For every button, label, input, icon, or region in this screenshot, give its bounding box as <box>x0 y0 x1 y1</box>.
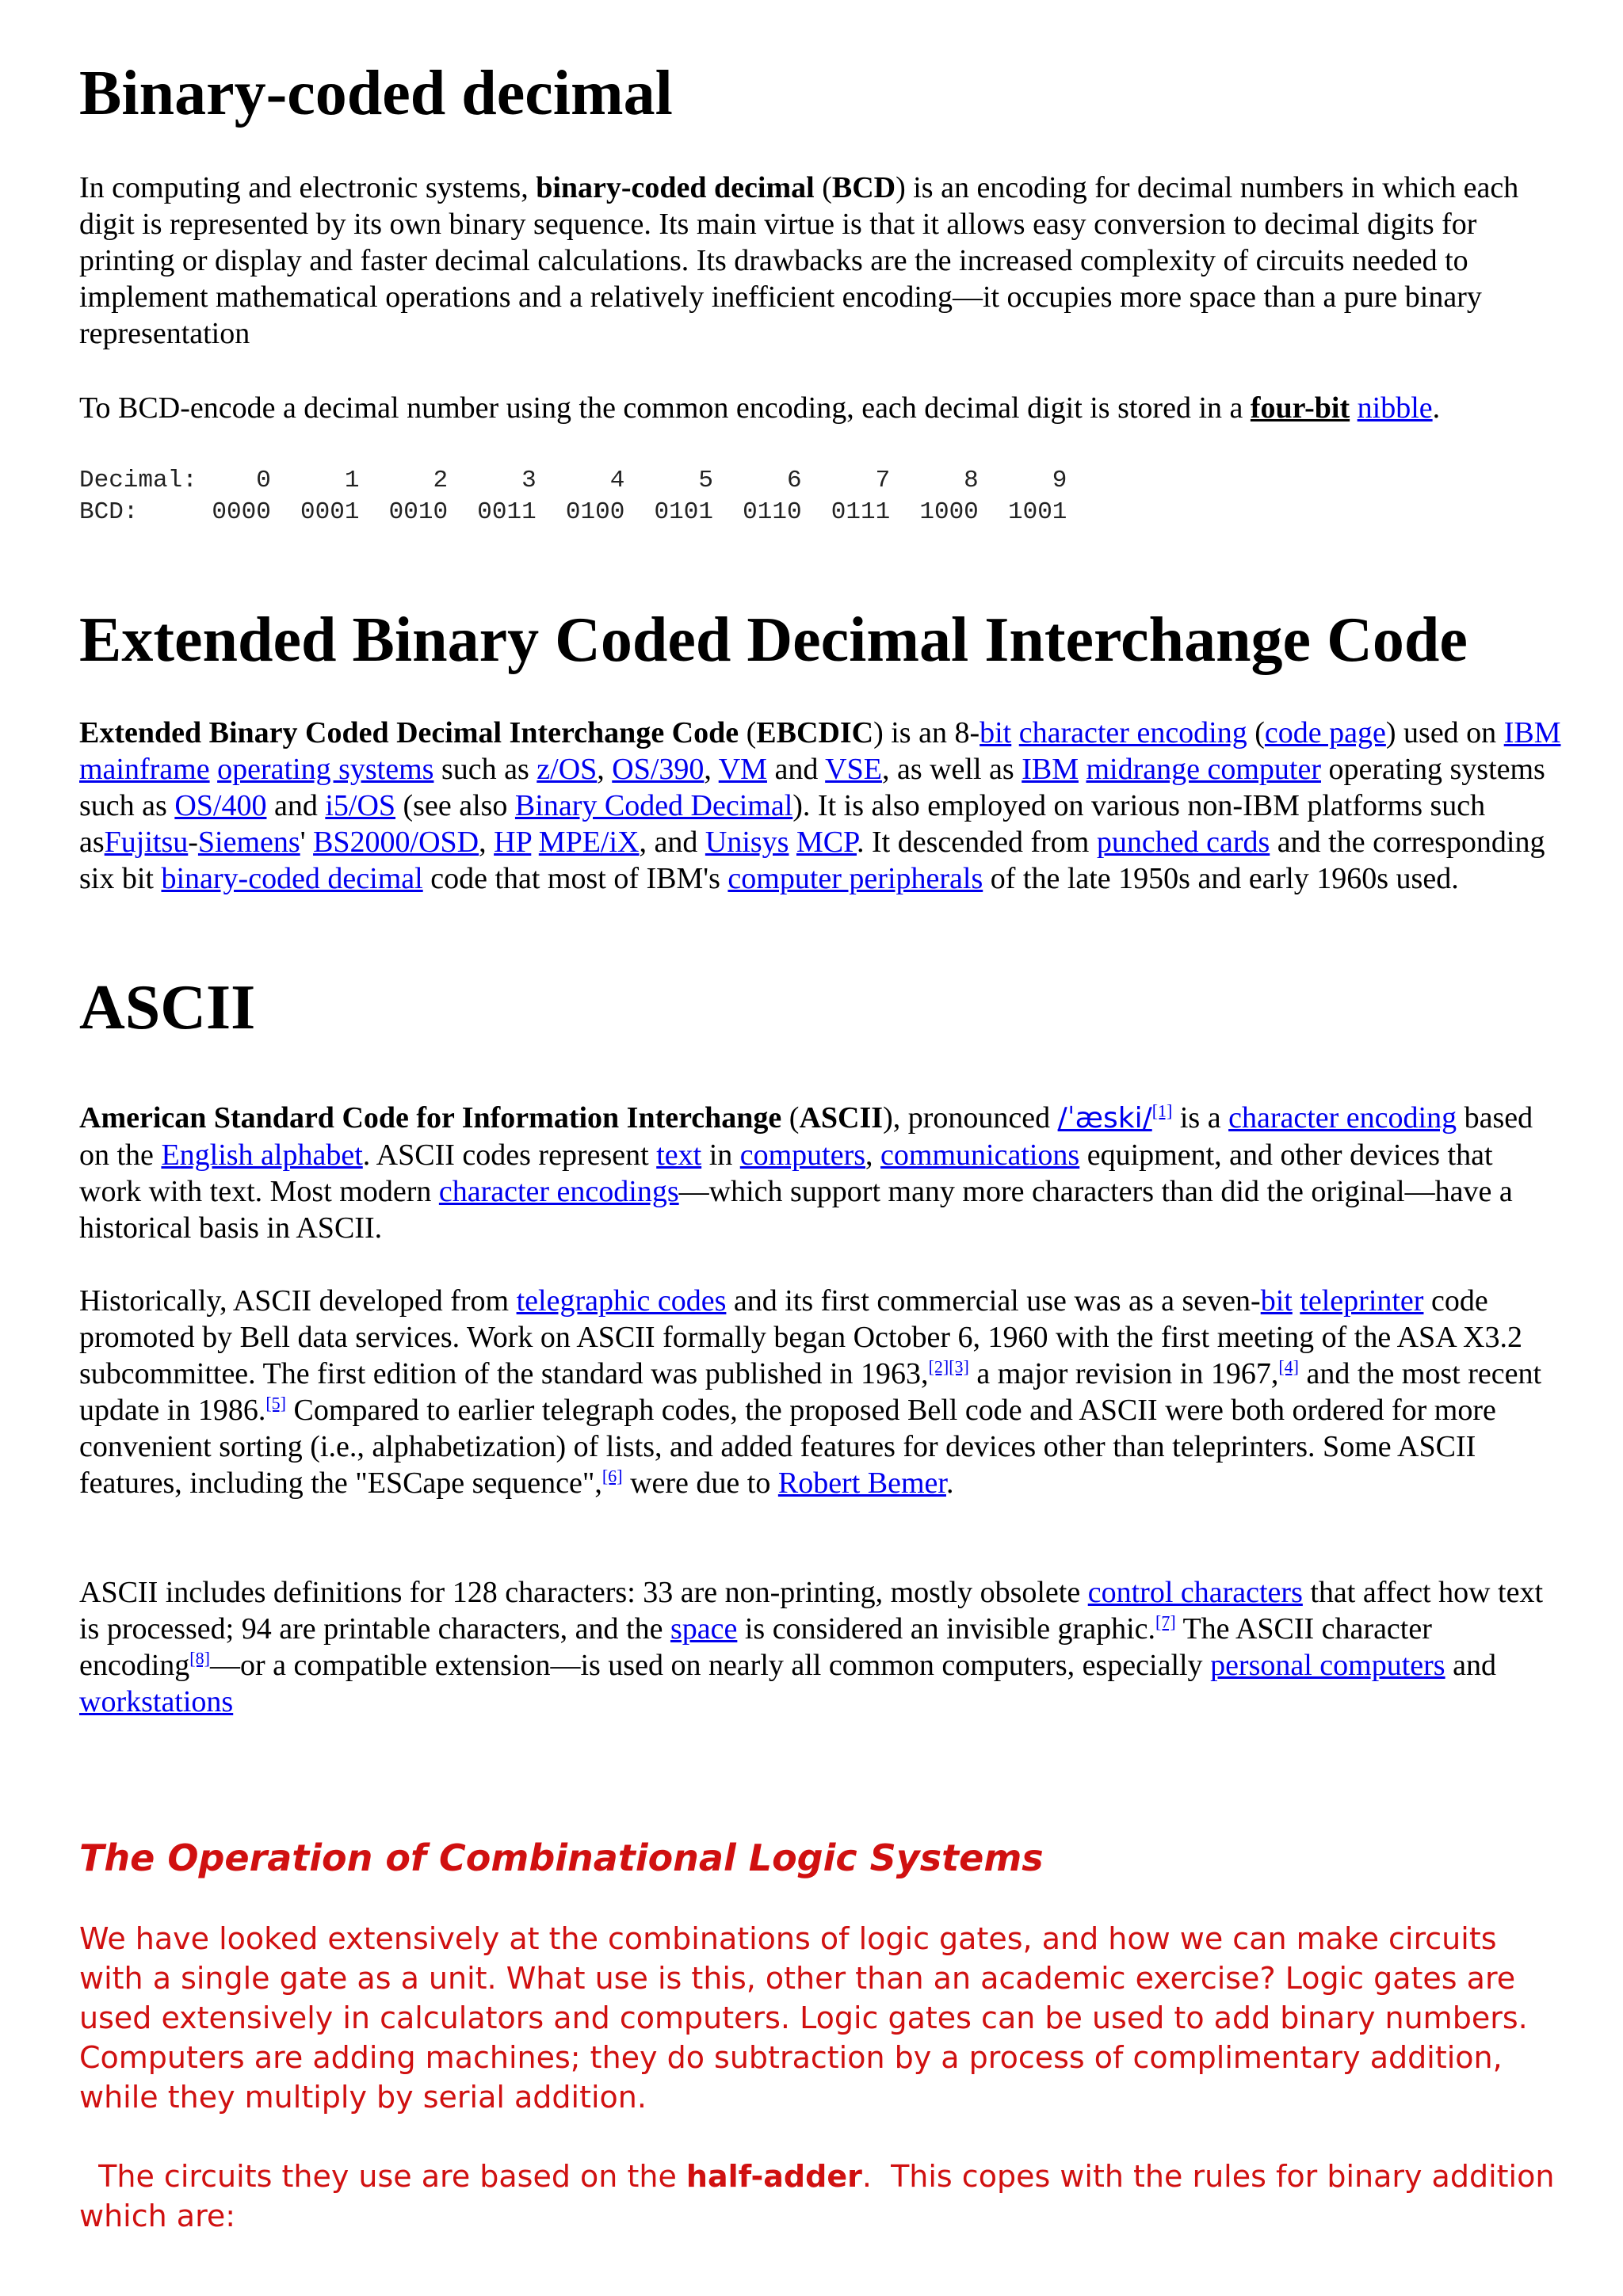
text-run: —which support many more characters than did the original—have a historical basis in ASCII. <box>79 1175 1513 1245</box>
text-run: ( <box>814 171 832 204</box>
link-personal-computers[interactable]: personal computers <box>1210 1649 1445 1682</box>
text-run <box>789 826 796 859</box>
link-computer-peripherals[interactable]: computer peripherals <box>727 862 983 895</box>
text-run: . ASCII codes represent <box>362 1138 657 1172</box>
link-communications[interactable]: communications <box>880 1138 1080 1172</box>
link-telegraphic-codes[interactable]: telegraphic codes <box>516 1284 727 1318</box>
text-run <box>1011 716 1019 749</box>
text-run: - <box>188 826 198 859</box>
citation-4[interactable]: [4] <box>1278 1356 1300 1377</box>
text-run: operating systems such as <box>79 753 1545 822</box>
link-binary-coded-decimal-2[interactable]: binary-coded decimal <box>161 862 423 895</box>
text-run: . <box>945 1466 954 1500</box>
text-run: and <box>266 789 326 822</box>
ascii-paragraph-history <box>79 1283 1561 1501</box>
text-run: —or a compatible extension—is used on nearly all common computers, especially <box>209 1649 1211 1682</box>
text-run: and the corresponding six bit <box>79 826 1545 895</box>
link-mpe-ix[interactable]: MPE/iX <box>538 826 640 859</box>
link-os400[interactable]: OS/400 <box>174 789 267 822</box>
link-siemens[interactable]: Siemens <box>197 826 300 859</box>
text-run: is considered an invisible graphic. <box>737 1612 1155 1646</box>
text-run: and its first commercial use was as a seven- <box>726 1284 1261 1318</box>
text-run: such as <box>433 753 537 786</box>
link-pronunciation[interactable]: /ˈæski/ <box>1057 1102 1152 1135</box>
link-hp[interactable]: HP <box>494 826 532 859</box>
link-four-bit[interactable]: four-bit <box>1250 391 1350 425</box>
text-run: ) used on <box>1385 716 1504 749</box>
text-run: equipment, and other devices that work with text. Most modern <box>79 1138 1493 1208</box>
ebcdic-paragraph <box>79 715 1561 897</box>
text-run: a major revision in 1967, <box>968 1357 1279 1390</box>
citation-1[interactable]: [1] <box>1151 1100 1173 1121</box>
link-i5os[interactable]: i5/OS <box>325 789 396 822</box>
text-run: and <box>1445 1649 1496 1682</box>
text-run: based on the <box>79 1101 1533 1172</box>
text-run: ), pronounced <box>883 1101 1058 1135</box>
link-bs2000[interactable]: BS2000/OSD <box>313 826 479 859</box>
link-operating-systems[interactable]: operating systems <box>217 753 434 786</box>
text-run: ( <box>781 1101 800 1135</box>
bcd-table-row-decimal: Decimal: 0 1 2 3 4 5 6 7 8 9 <box>79 467 1067 494</box>
text-run: To BCD-encode a decimal number using the common encoding, each decimal digit is stored in a <box>79 391 1251 425</box>
text-run: and <box>766 753 826 786</box>
text-run: ) is an encoding for decimal numbers in which each digit is represented by its own binary sequence. Its main virtue is that it allows easy conversion to decimal digits for printing or display and faster decimal calculations. Its drawbacks are the increased complexity of circuits needed to implement mathematical operations and a relatively inefficient encoding—it occupies more space than a pure binary representation <box>79 171 1519 350</box>
text-run: (see also <box>395 789 515 822</box>
heading-ebcdic: Extended Binary Coded Decimal Interchange Code <box>79 605 1468 675</box>
text-run: Historically, ASCII developed from <box>79 1284 517 1318</box>
bold-term: binary-coded decimal <box>536 171 815 204</box>
bcd-table <box>79 465 1067 528</box>
text-run: , <box>704 753 719 786</box>
link-punched-cards[interactable]: punched cards <box>1096 826 1270 859</box>
link-space[interactable]: space <box>670 1612 738 1646</box>
citation-3[interactable]: [3] <box>949 1356 969 1377</box>
bold-term: Extended Binary Coded Decimal Interchange Code <box>79 716 739 749</box>
text-run: The circuits they use are based on the <box>79 2159 686 2194</box>
text-run: ASCII includes definitions for 128 characters: 33 are non-printing, mostly obsolete <box>79 1576 1088 1609</box>
text-run: ). It is also employed on various non-IBM platforms such as <box>79 789 1486 859</box>
text-run: The ASCII character encoding <box>79 1612 1432 1682</box>
text-run: of the late 1950s and early 1960s used. <box>983 862 1459 895</box>
text-run: Compared to earlier telegraph codes, the proposed Bell code and ASCII were both ordered for more convenient sorting (i.e., alphabetization) of lists, and added features for devices other than teleprinters. Some ASCII features, including the "ESCape sequence", <box>79 1394 1496 1500</box>
text-run <box>1350 391 1358 425</box>
ascii-paragraph-characters <box>79 1574 1561 1720</box>
text-run: , <box>479 826 495 859</box>
link-zos[interactable]: z/OS <box>537 753 598 786</box>
link-fujitsu[interactable]: Fujitsu <box>104 826 189 859</box>
heading-combinational-logic: The Operation of Combinational Logic Systems <box>79 1836 1044 1879</box>
link-ibm-mainframe[interactable]: IBM mainframe <box>79 716 1561 786</box>
link-vm[interactable]: VM <box>718 753 767 786</box>
text-run <box>531 826 539 859</box>
citation-5[interactable]: [5] <box>265 1393 287 1413</box>
text-run: ' <box>300 826 314 859</box>
bcd-table-row-bcd: BCD: 0000 0001 0010 0011 0100 0101 0110 0111 1000 1001 <box>79 498 1067 526</box>
text-run: . <box>1432 391 1441 425</box>
bcd-paragraph-intro <box>79 170 1561 352</box>
link-computers[interactable]: computers <box>739 1138 866 1172</box>
link-nibble[interactable]: nibble <box>1357 391 1433 425</box>
logic-paragraph-2 <box>79 2157 1569 2236</box>
link-character-encoding[interactable]: character encoding <box>1228 1101 1457 1135</box>
text-run: were due to <box>622 1466 778 1500</box>
text-run: code that most of IBM's <box>422 862 728 895</box>
link-binary-coded-decimal[interactable]: Binary Coded Decimal <box>514 789 793 822</box>
text-run: is a <box>1172 1101 1229 1135</box>
citation-8[interactable]: [8] <box>189 1648 210 1669</box>
text-run: and the most recent update in 1986. <box>79 1357 1542 1427</box>
text-run: , and <box>639 826 705 859</box>
text-run <box>210 753 218 786</box>
link-midrange-computer[interactable]: midrange computer <box>1086 753 1321 786</box>
text-run: . It descended from <box>857 826 1097 859</box>
bold-term: ASCII <box>799 1101 884 1135</box>
link-vse[interactable]: VSE <box>825 753 882 786</box>
link-robert-bemer[interactable]: Robert Bemer <box>777 1466 946 1500</box>
text-run: , <box>865 1138 881 1172</box>
text-run: that affect how text is processed; 94 are printable characters, and the <box>79 1576 1544 1646</box>
text-run: , as well as <box>881 753 1022 786</box>
bold-term: EBCDIC <box>756 716 874 749</box>
heading-bcd: Binary-coded decimal <box>79 59 673 128</box>
bold-term-half-adder: half-adder <box>685 2159 862 2194</box>
citation-6[interactable]: [6] <box>601 1466 623 1486</box>
citation-2[interactable]: [2] <box>928 1356 949 1377</box>
link-workstations[interactable]: workstations <box>79 1685 234 1718</box>
link-os390[interactable]: OS/390 <box>612 753 705 786</box>
logic-paragraph-1: We have looked extensively at the combinations of logic gates, and how we can make circuits with a single gate as a unit. What use is this, other than an academic exercise? Logic gates are used extensively in calculators and computers. Logic gates can be used to add binary numbers. Computers are adding machines; they do subtraction by a process of complimentary addition, while they multiply by serial addition. <box>79 1921 1528 2115</box>
link-unisys[interactable]: Unisys <box>705 826 789 859</box>
text-run: code promoted by Bell data services. Work on ASCII formally began October 6, 1960 with the first meeting of the ASA X3.2 subcommittee. The first edition of the standard was published in 1963, <box>79 1284 1522 1390</box>
text-run <box>1293 1284 1300 1318</box>
link-ibm[interactable]: IBM <box>1022 753 1079 786</box>
link-mcp[interactable]: MCP <box>796 826 857 859</box>
bcd-paragraph-encoding <box>79 390 1561 426</box>
text-run: . This copes with the rules for binary addition which are: <box>79 2159 1564 2233</box>
text-run: In computing and electronic systems, <box>79 171 537 204</box>
link-bit[interactable]: bit <box>1260 1284 1293 1318</box>
text-run: in <box>701 1138 740 1172</box>
text-run: ( <box>1247 716 1265 749</box>
link-bit[interactable]: bit <box>980 716 1012 749</box>
link-code-page[interactable]: code page <box>1264 716 1386 749</box>
link-control-characters[interactable]: control characters <box>1087 1576 1303 1609</box>
link-teleprinter[interactable]: teleprinter <box>1300 1284 1424 1318</box>
link-character-encodings[interactable]: character encodings <box>438 1175 679 1208</box>
link-character-encoding[interactable]: character encoding <box>1018 716 1247 749</box>
citation-7[interactable]: [7] <box>1155 1611 1176 1632</box>
text-run: , <box>597 753 613 786</box>
link-text[interactable]: text <box>656 1138 702 1172</box>
bold-term: BCD <box>831 171 896 204</box>
heading-ascii: ASCII <box>79 973 256 1043</box>
text-run: ) is an 8- <box>873 716 980 749</box>
bold-term: American Standard Code for Information Interchange <box>79 1101 782 1135</box>
ascii-paragraph-intro <box>79 1100 1561 1246</box>
link-english-alphabet[interactable]: English alphabet <box>161 1138 363 1172</box>
text-run: ( <box>739 716 757 749</box>
